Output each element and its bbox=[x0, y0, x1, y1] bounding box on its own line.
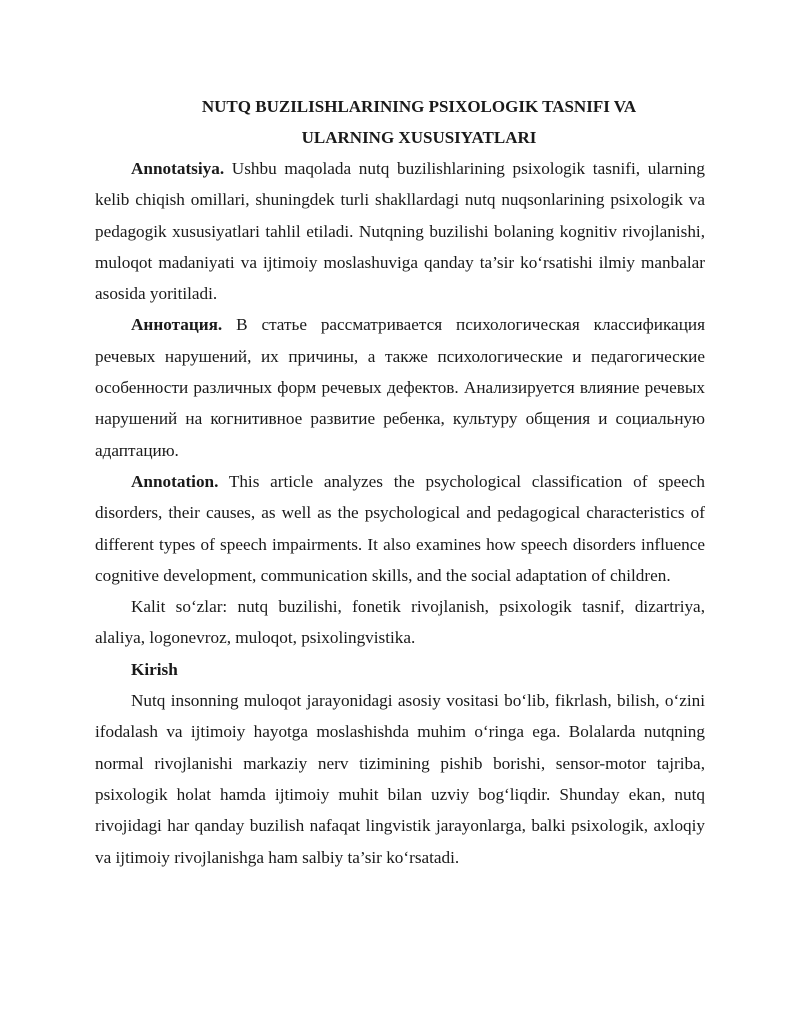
title-line-1: NUTQ BUZILISHLARINING PSIXOLOGIK TASNIFI VA bbox=[201, 97, 637, 116]
section-heading-intro: Kirish bbox=[131, 659, 178, 679]
title-line-2: ULARNING XUSUSIYATLARI bbox=[301, 128, 537, 147]
abstract-russian-text: В статье рассматривается психологическая классификация речевых нарушений, их причины, а также психологические и педагогические особенности различных форм речевых дефектов. Анализируется влияние речевых нарушений на когнитивное развитие ребенка, культуру общения и социальную адаптацию. bbox=[95, 315, 705, 460]
document-title bbox=[95, 91, 705, 153]
intro-paragraph: Nutq insonning muloqot jarayonidagi asosiy vositasi bo‘lib, fikrlash, bilish, o‘zini ifodalash va ijtimoiy hayotga moslashishda muhim o‘ringa ega. Bolalarda nutqning normal rivojlanishi markaziy nerv tizimining pishib borishi, sensor-motor tajriba, psixologik holat hamda ijtimoiy muhit bilan uzviy bog‘liqdir. Shunday ekan, nutq rivojidagi har qanday buzilish nafaqat lingvistik jarayonlarga, balki psixologik, axloqiy va ijtimoiy rivojlanishga ham salbiy ta’sir ko‘rsatadi. bbox=[95, 691, 705, 867]
abstract-uzbek-text: Ushbu maqolada nutq buzilishlarining psixologik tasnifi, ularning kelib chiqish omillari, shuningdek turli shakllardagi nutq nuqsonlarining psixologik va pedagogik xususiyatlari tahlil etiladi. Nutqning buzilishi bolaning kognitiv rivojlanishi, muloqot madaniyati va ijtimoiy moslashuviga qanday ta’sir ko‘rsatishi ilmiy manbalar asosida yoritiladi. bbox=[95, 159, 705, 304]
document-page bbox=[95, 91, 705, 873]
abstract-english-text: This article analyzes the psychological classification of speech disorders, their causes, as well as the psychological and pedagogical characteristics of different types of speech impairments. It also examines how speech disorders influence cognitive development, communication skills, and the social adaptation of children. bbox=[95, 471, 705, 585]
abstract-uzbek-label: Annotatsiya. bbox=[131, 159, 225, 178]
abstract-russian-label: Аннотация. bbox=[131, 315, 223, 335]
abstract-russian bbox=[95, 309, 705, 465]
keywords: Kalit so‘zlar: nutq buzilishi, fonetik rivojlanish, psixologik tasnif, dizartriya, alaliya, logonevroz, muloqot, psixolingvistika. bbox=[95, 597, 705, 648]
abstract-uzbek bbox=[95, 153, 705, 309]
abstract-english-label: Annotation. bbox=[131, 471, 219, 491]
abstract-english bbox=[95, 466, 705, 591]
